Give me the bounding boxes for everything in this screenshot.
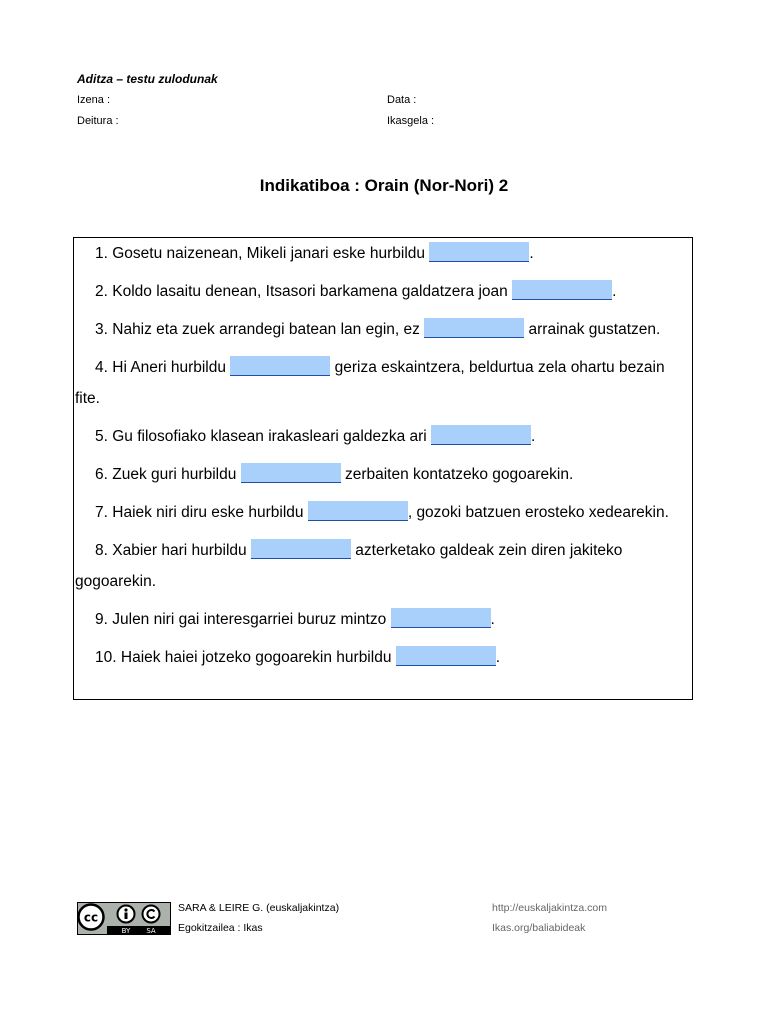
answer-blank-6[interactable] bbox=[241, 463, 341, 483]
exercise-item-10: 10. Haiek haiei jotzeko gogoarekin hurbildu . bbox=[75, 642, 686, 673]
sa-mark: SA bbox=[146, 927, 156, 935]
answer-blank-7[interactable] bbox=[308, 501, 408, 521]
exercise-item-5: 5. Gu filosofiako klasean irakasleari galdezka ari . bbox=[75, 421, 686, 452]
answer-blank-5[interactable] bbox=[431, 425, 531, 445]
footer-adapter: Egokitzailea : Ikas bbox=[178, 922, 263, 934]
footer-link-ikas[interactable]: Ikas.org/baliabideak bbox=[492, 922, 586, 934]
by-mark: BY bbox=[121, 927, 131, 935]
answer-blank-8[interactable] bbox=[251, 539, 351, 559]
exercise-item-9: 9. Julen niri gai interesgarriei buruz mintzo . bbox=[75, 604, 686, 635]
answer-blank-10[interactable] bbox=[396, 646, 496, 666]
cc-mark: cc bbox=[83, 910, 99, 925]
footer-link-euskaljakintza[interactable]: http://euskaljakintza.com bbox=[492, 902, 607, 914]
exercise-item-7: 7. Haiek niri diru eske hurbildu , gozoki batzuen erosteko xedearekin. bbox=[75, 497, 686, 528]
exercise-box bbox=[73, 237, 693, 700]
answer-blank-9[interactable] bbox=[391, 608, 491, 628]
footer-authors: SARA & LEIRE G. (euskaljakintza) bbox=[178, 902, 340, 914]
answer-blank-1[interactable] bbox=[429, 242, 529, 262]
answer-blank-2[interactable] bbox=[512, 280, 612, 300]
exercise-item-3: 3. Nahiz eta zuek arrandegi batean lan egin, ez arrainak gustatzen. bbox=[75, 314, 686, 345]
exercise-item-1: 1. Gosetu naizenean, Mikeli janari eske hurbildu . bbox=[75, 238, 686, 269]
document-title: Indikatiboa : Orain (Nor-Nori) 2 bbox=[259, 176, 509, 195]
exercise-item-4: 4. Hi Aneri hurbildu geriza eskaintzera, beldurtua zela ohartu bezain fite. bbox=[75, 352, 686, 414]
answer-blank-4[interactable] bbox=[230, 356, 330, 376]
exercise-item-2: 2. Koldo lasaitu denean, Itsasori barkamena galdatzera joan . bbox=[75, 276, 686, 307]
exercise-item-8: 8. Xabier hari hurbildu azterketako galdeak zein diren jakiteko gogoarekin. bbox=[75, 535, 686, 597]
cc-by-sa-icon bbox=[77, 902, 171, 935]
name-label: Izena : bbox=[77, 94, 111, 106]
date-label: Data : bbox=[387, 94, 417, 106]
worksheet-header-title: Aditza – testu zulodunak bbox=[77, 72, 218, 86]
class-label: Ikasgela : bbox=[387, 115, 435, 127]
surname-label: Deitura : bbox=[77, 115, 119, 127]
answer-blank-3[interactable] bbox=[424, 318, 524, 338]
exercise-item-6: 6. Zuek guri hurbildu zerbaiten kontatzeko gogoarekin. bbox=[75, 459, 686, 490]
